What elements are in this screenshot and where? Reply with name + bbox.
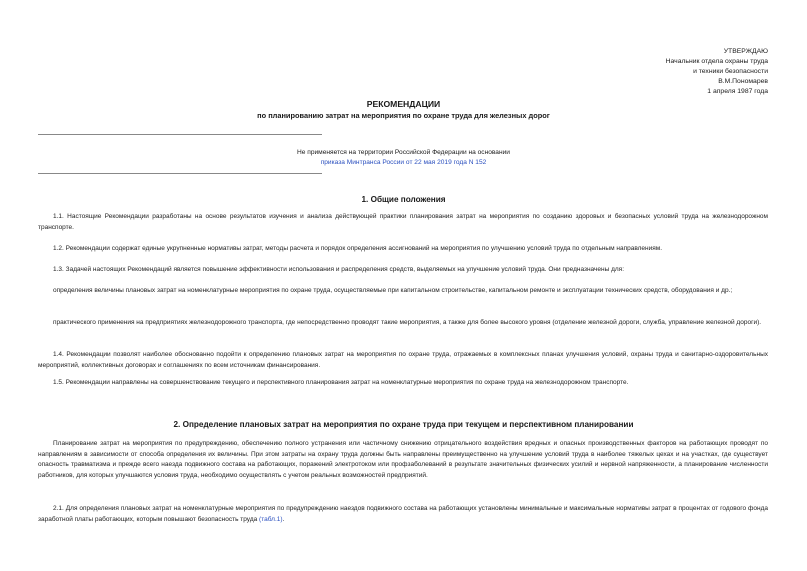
paragraph-1-1: 1.1. Настоящие Рекомендации разработаны на основе результатов изучения и анализа действующей практики планирования затрат на мероприятия по созданию здоровых и безопасных условий труда на железнодорожном транспорте.: [38, 213, 768, 231]
status-notice-text: Не применяется на территории Российской Федерации на основании: [297, 149, 510, 156]
divider-top: [38, 134, 322, 135]
paragraph-1-4: 1.4. Рекомендации позволят наиболее обоснованно подойти к определению плановых затрат на мероприятия по охране труда, отражаемых в комплексных планах улучшения условий, охраны труда и санитарно-оздоровительных мероприятий, коллективных договорах и соглашениях по всем источникам финансирования.: [38, 351, 768, 369]
approval-position-line2: и техники безопасности: [693, 68, 768, 75]
paragraph-2-1: [38, 504, 768, 525]
status-notice-link[interactable]: приказа Минтранса России от 22 мая 2019 года N 152: [320, 159, 487, 166]
approval-signatory: В.М.Пономарев: [718, 78, 768, 85]
section-2-title: 2. Определение плановых затрат на мероприятия по охране труда при текущем и перспективном планировании: [173, 420, 634, 429]
paragraph-2-intro: Планирование затрат на мероприятия по предупреждению, обеспечению полного устранения или частичному снижению отрицательного воздействия вредных и опасных производственных факторов на работающих проводят по направлениям в зависимости от способа определения их величины. При этом затраты на охрану труда должны быть направлены преимущественно на улучшение условий труда в наиболее тяжелых цехах и на участках, где существует опасность травматизма и прежде всего наезда подвижного состава на работающих, поражений электротоком или профзаболеваний в результате значительных физических усилий и нервной напряженности, а планирование численности работников, для которых улучшаются условия труда, необходимо осуществлять с учетом реальных возможностей предприятий.: [38, 440, 768, 479]
paragraph-2-1-text: 2.1. Для определения плановых затрат на номенклатурные мероприятия по предупреждению наездов подвижного состава на работающих установлены минимальные и максимальные нормативы затрат в процентах от годового фонда заработной платы работающих, которым повышают безопасность труда: [38, 505, 768, 523]
paragraph-1-5: 1.5. Рекомендации направлены на совершенствование текущего и перспективного планирования затрат на номенклатурные мероприятия по охране труда на железнодорожном транспорте.: [53, 379, 629, 386]
approval-block: [568, 47, 768, 97]
table-1-link[interactable]: (табл.1): [259, 515, 283, 523]
paragraph-2-1-end: .: [282, 515, 285, 523]
approval-heading: УТВЕРЖДАЮ: [723, 48, 768, 55]
paragraph-1-3: 1.3. Задачей настоящих Рекомендаций является повышение эффективности использования и распределения средств, выделяемых на улучшение условий труда. Они предназначены для:: [53, 266, 625, 273]
document-subtitle: по планированию затрат на мероприятия по охране труда для железных дорог: [257, 111, 550, 120]
paragraph-list-item-1: определения величины плановых затрат на номенклатурные мероприятия по охране труда, осуществляемые при капитальном строительстве, капитальном ремонте и эксплуатации технических средств, оборудования и др.;: [53, 287, 733, 294]
document-title: РЕКОМЕНДАЦИИ: [366, 99, 441, 109]
approval-position-line1: Начальник отдела охраны труда: [665, 58, 768, 65]
approval-date: 1 апреля 1987 года: [707, 88, 768, 95]
status-notice: [0, 148, 807, 168]
paragraph-list-item-2: практического применения на предприятиях железнодорожного транспорта, где непосредственно проводят такие мероприятия, а также для более высокого уровня (отделение железной дороги, служба, управление железной дороги).: [53, 319, 762, 326]
section-1-title: 1. Общие положения: [361, 195, 446, 204]
paragraph-1-2: 1.2. Рекомендации содержат единые укрупненные нормативы затрат, методы расчета и порядок определения ассигнований на мероприятия по улучшению условий труда по отдельным направлениям.: [53, 245, 663, 252]
divider-bottom: [38, 173, 322, 174]
